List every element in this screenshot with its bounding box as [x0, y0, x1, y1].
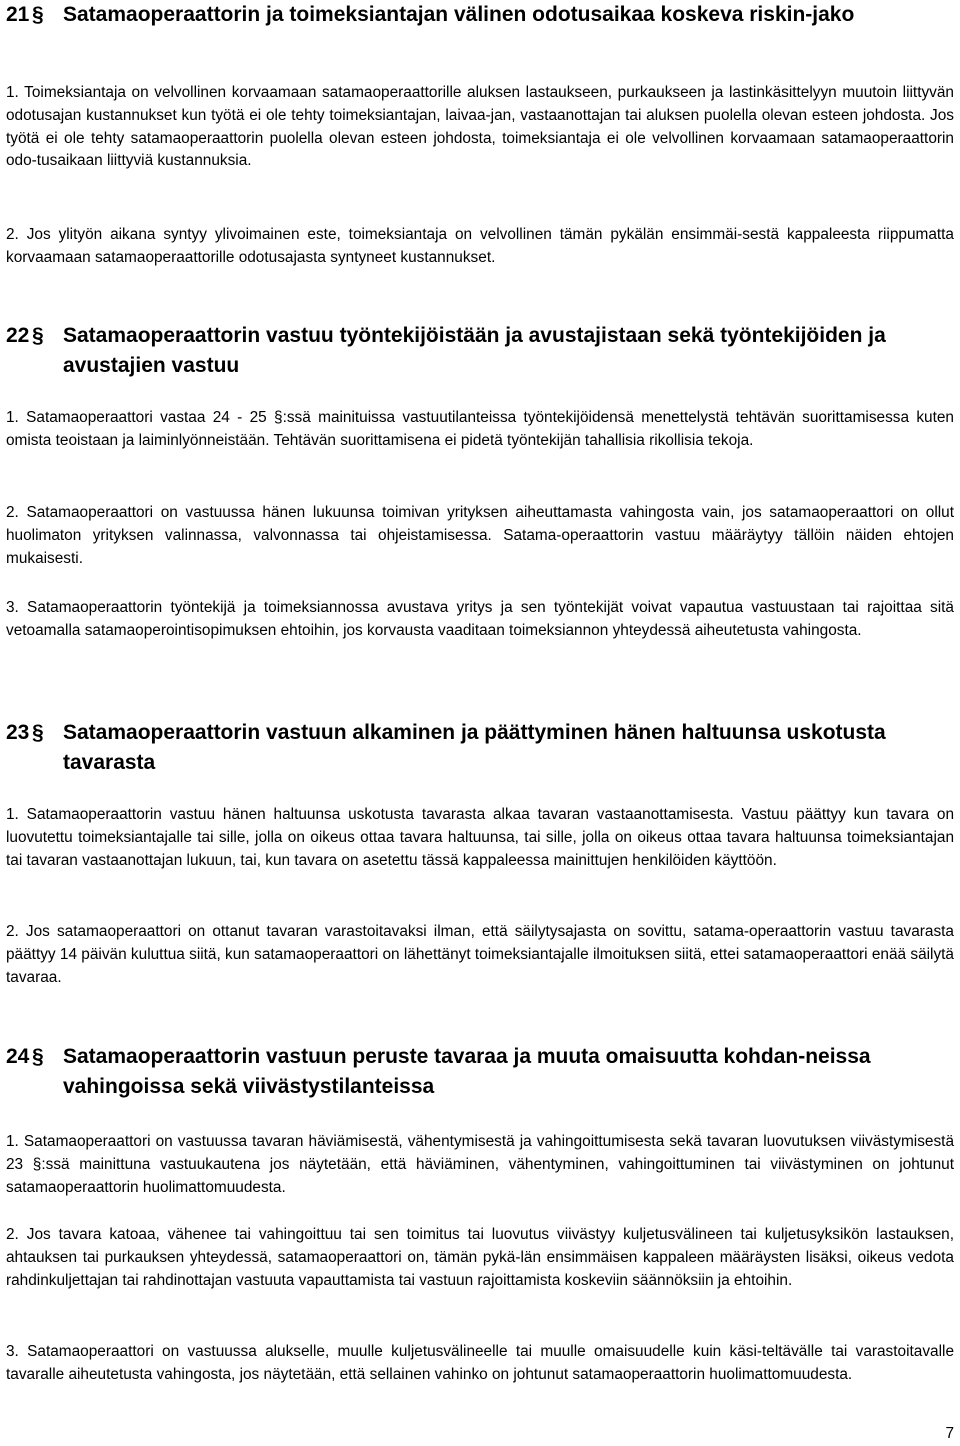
section-symbol: § — [32, 721, 44, 744]
section-title: Satamaoperaattorin vastuu työntekijöistään ja avustajistaan sekä työntekijöiden ja avustajien vastuu — [63, 324, 886, 377]
page-number: 7 — [945, 1425, 954, 1442]
section-24-paragraph-2: 2. Jos tavara katoaa, vähenee tai vahingoittuu tai sen toimitus tai luovutus viivästyy kuljetusvälineen tai kuljetusyksikön lastauksen, ahtauksen tai purkauksen yhteydessä, satamaoperaattori on, tämän pykä-län ensimmäisen kappaleen määräysten lisäksi, oikeus vedota rahdinkuljettajan tai rahdinottajan vastuuta vapauttamista tai vastuun rajoittamista koskeviin säännöksiin ja ehtoihin. — [6, 1226, 954, 1289]
section-23-heading — [6, 718, 952, 778]
section-number: 22 — [6, 324, 30, 347]
section-24-heading — [6, 1042, 952, 1102]
section-title: Satamaoperaattorin vastuun alkaminen ja päättyminen hänen haltuunsa uskotusta tavarasta — [63, 721, 886, 774]
section-22-paragraph-3: 3. Satamaoperaattorin työntekijä ja toimeksiannossa avustava yritys ja sen työntekijät voivat vapautua vastuustaan tai rajoittaa sitä vetoamalla satamaoperointisopimuksen ehtoihin, jos korvausta vaaditaan toimeksiannon yhteydessä aiheutetusta vahingosta. — [6, 599, 954, 639]
section-22-paragraph-2: 2. Satamaoperaattori on vastuussa hänen lukuunsa toimivan yrityksen aiheuttamasta vahingosta vain, jos satamaoperaattori on ollut huolimaton yrityksen valinnassa, valvonnassa tai ohjeistamisessa. Satama-operaattorin vastuu määräytyy tällöin näiden ehtojen mukaisesti. — [6, 504, 954, 567]
section-number: 24 — [6, 1045, 30, 1068]
section-22-heading — [6, 321, 952, 381]
section-23-paragraph-1: 1. Satamaoperaattorin vastuu hänen haltuunsa uskotusta tavarasta alkaa tavaran vastaanottamisesta. Vastuu päättyy kun tavara on luovutettu toimeksiantajalle tai sille, jolla on oikeus ottaa tavara haltuunsa, tai sille, jolla on oikeus ottaa tavara haltuunsa toimeksiantajan tai tavaran vastaanottajan lukuun, tai, kun tavara on asetettu tässä kappaleessa mainittujen henkilöiden käyttöön. — [6, 806, 954, 869]
section-21-paragraph-1: 1. Toimeksiantaja on velvollinen korvaamaan satamaoperaattorille aluksen lastaukseen, purkaukseen ja lastinkäsittelyyn muutoin liittyvän odotusajan kustannukset kun työtä ei ole tehty toimeksiantajan, laivaa-jan, vastaanottajan tai aluksen puolella olevan esteen johdosta. Jos työtä ei ole tehty satamaoperaattorin puolella olevan esteen johdosta, toimeksiantaja ei ole velvollinen korvaamaan satamaoperaattorin odo-tusaikaan liittyviä kustannuksia. — [6, 84, 954, 170]
section-title: Satamaoperaattorin ja toimeksiantajan välinen odotusaikaa koskeva riskin-jako — [63, 3, 855, 26]
section-title: Satamaoperaattorin vastuun peruste tavaraa ja muuta omaisuutta kohdan-neissa vahingoissa sekä viivästystilanteissa — [63, 1045, 871, 1098]
section-number: 23 — [6, 721, 30, 744]
section-symbol: § — [32, 3, 44, 26]
section-symbol: § — [32, 324, 44, 347]
section-24-paragraph-1: 1. Satamaoperaattori on vastuussa tavaran häviämisestä, vähentymisestä ja vahingoittumisesta sekä tavaran luovutuksen viivästymisestä 23 §:ssä mainittuna vastuukautena jos näytetään, että häviäminen, vähentyminen, vahingoittuminen tai viivästyminen on johtunut satamaoperaattorin huolimattomuudesta. — [6, 1133, 954, 1196]
section-24-paragraph-3: 3. Satamaoperaattori on vastuussa alukselle, muulle kuljetusvälineelle tai muulle omaisuudelle kuin käsi-teltävälle tai varastoitavalle tavaralle aiheutetusta vahingosta, jos näytetään, että sellainen vahinko on johtunut satamaoperaattorin huolimattomuudesta. — [6, 1343, 954, 1383]
section-number: 21 — [6, 3, 30, 26]
section-23-paragraph-2: 2. Jos satamaoperaattori on ottanut tavaran varastoitavaksi ilman, että säilytysajasta on sovittu, satama-operaattorin vastuu tavarasta päättyy 14 päivän kuluttua siitä, kun satamaoperaattori on lähettänyt toimeksiantajalle ilmoituksen siitä, ettei satamaoperaattori enää säilytä tavaraa. — [6, 923, 954, 986]
section-21-heading — [6, 0, 952, 30]
section-symbol: § — [32, 1045, 44, 1068]
section-21-paragraph-2: 2. Jos ylityön aikana syntyy ylivoimainen este, toimeksiantaja on velvollinen tämän pykälän ensimmäi-sestä kappaleesta riippumatta korvaamaan satamaoperaattorille odotusajasta syntyneet kustannukset. — [6, 226, 954, 266]
section-22-paragraph-1: 1. Satamaoperaattori vastaa 24 - 25 §:ssä mainituissa vastuutilanteissa työntekijöidensä menettelystä tehtävän suorittamisessa kuten omista teoistaan ja laiminlyönneistään. Tehtävän suorittamisena ei pidetä työntekijän tahallisia rikollisia tekoja. — [6, 409, 954, 449]
